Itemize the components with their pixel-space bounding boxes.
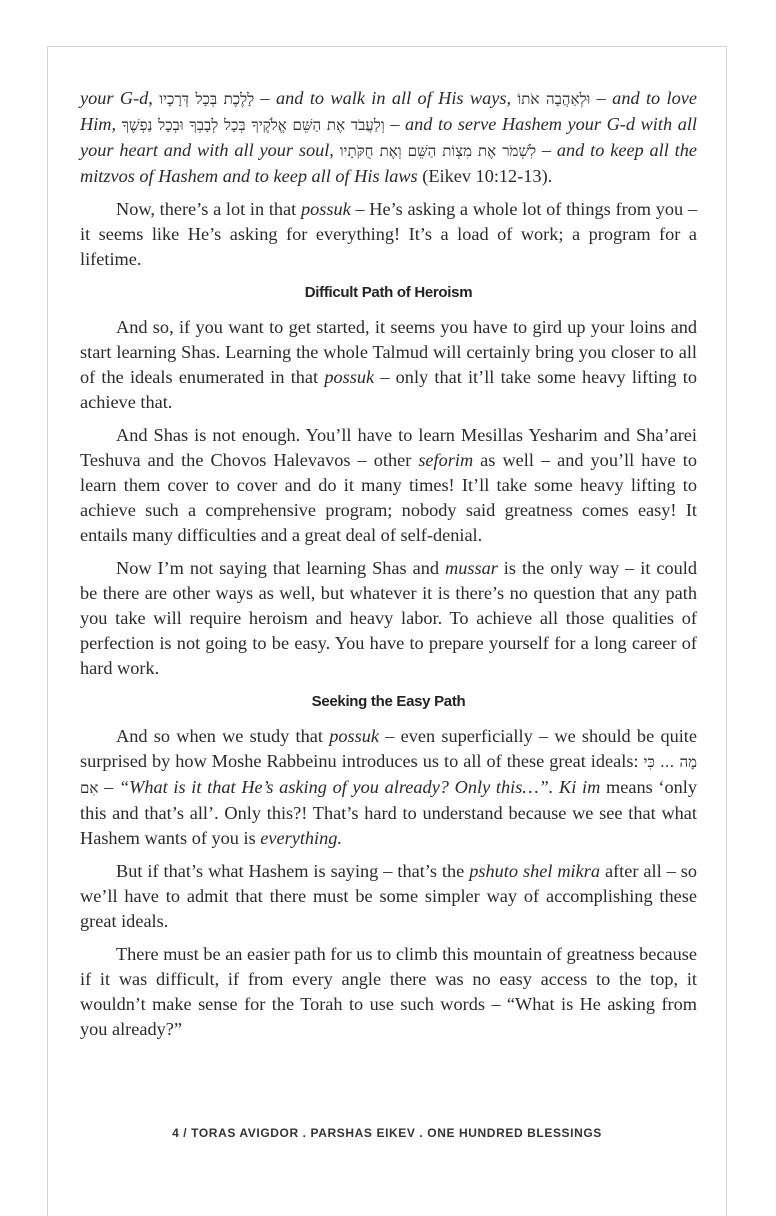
italic-text: “What is it that He’s asking of you already? Only this…”. <box>118 777 554 797</box>
hebrew-quote: וּלְאַהֲבָה אֹתוֹ <box>517 90 591 108</box>
text: – <box>98 777 119 797</box>
italic-text: pshuto shel mikra <box>469 861 601 881</box>
italic-text: mussar <box>445 558 498 578</box>
page-body <box>80 86 697 1050</box>
italic-text: – and to love Him, <box>80 88 698 134</box>
italic-text: possuk <box>329 726 379 746</box>
text: Now I’m not saying that learning Shas and <box>116 558 445 578</box>
paragraph <box>80 86 697 189</box>
paragraph <box>80 315 697 415</box>
text: But if that’s what Hashem is saying – that’s the <box>116 861 470 881</box>
paragraph <box>80 197 697 272</box>
text: Now, there’s a lot in that <box>116 199 301 219</box>
italic-text: Ki im <box>559 777 601 797</box>
hebrew-quote: לָלֶכֶת בְּכָל דְּרָכָיו <box>159 90 255 108</box>
hebrew-quote: וְלַעֲבֹד אֶת הַשֵּׁם אֱלֹקֶיךָ בְּכָל לְבָבְךָ וּבְכָל נַפְשֶׁךָ <box>121 116 385 134</box>
italic-text: seforim <box>418 450 474 470</box>
paragraph <box>80 423 697 548</box>
text: – even superficially – we should be quite surprised by how Moshe Rabbeinu introduces us to all of these great ideals: <box>80 726 697 771</box>
italic-text: possuk <box>300 199 351 219</box>
text: There must be an easier path for us to climb this mountain of greatness because if it was difficult, if from every angle there was no easy access to the top, it wouldn’t make sense for the Torah to use such words – “What is He asking from you already?” <box>80 944 697 1039</box>
italic-text: – and to serve Hashem your G-d with all your heart and with all your soul, <box>80 114 698 160</box>
italic-text: possuk <box>324 367 375 387</box>
text: (Eikev 10:12-13). <box>417 166 553 186</box>
text: – He’s asking a whole lot of things from you – it seems like He’s asking for everything! It’s a load of work; a program for a lifetime. <box>80 199 697 269</box>
paragraph <box>80 556 697 681</box>
paragraph <box>80 724 697 851</box>
hebrew-quote: מָה ... כִּי אִם <box>80 753 697 797</box>
paragraph <box>80 942 697 1042</box>
text: as well – and you’ll have to learn them cover to cover and do it many times! It’ll take some heavy lifting to achieve such a comprehensive program; nobody said greatness comes easy! It entails many difficulties and a great deal of self-denial. <box>80 450 697 545</box>
hebrew-quote: לִשְׁמֹר אֶת מִצְוֹת הַשֵּׁם וְאֶת חֻקֹּתָיו <box>339 142 537 160</box>
italic-text: everything. <box>260 828 342 848</box>
italic-text: – and to walk in all of His ways, <box>254 88 518 108</box>
text: And Shas is not enough. You’ll have to learn Mesillas Yesharim and Sha’arei Teshuva and the Chovos Halevavos – other <box>80 425 697 470</box>
page-footer: 4 / TORAS AVIGDOR . PARSHAS EIKEV . ONE HUNDRED BLESSINGS <box>172 1126 602 1140</box>
section-heading: Difficult Path of Heroism <box>304 284 473 301</box>
text: after all – so we’ll have to admit that there must be some simpler way of accomplishing these great ideals. <box>80 861 698 931</box>
text: And so, if you want to get started, it seems you have to gird up your loins and start learning Shas. Learning the whole Talmud will certainly bring you closer to all of the ideals enumerated in that <box>80 317 697 387</box>
text: is the only way – it could be there are other ways as well, but whatever it is there’s no question that any path you take will require heroism and heavy labor. To achieve all those qualities of perfection is not going to be easy. You have to prepare yourself for a long career of hard work. <box>80 558 697 678</box>
italic-text: – and to keep all the mitzvos of Hashem and to keep all of His laws <box>80 140 698 186</box>
text: – only that it’ll take some heavy lifting to achieve that. <box>80 367 698 412</box>
text: means ‘only this and that’s all’. Only this?! That’s hard to understand because we see that what Hashem wants of you is <box>80 777 698 848</box>
italic-text: your G-d, <box>80 88 160 108</box>
text: And so when we study that <box>116 726 330 746</box>
paragraph <box>80 859 697 934</box>
section-heading: Seeking the Easy Path <box>311 693 466 710</box>
